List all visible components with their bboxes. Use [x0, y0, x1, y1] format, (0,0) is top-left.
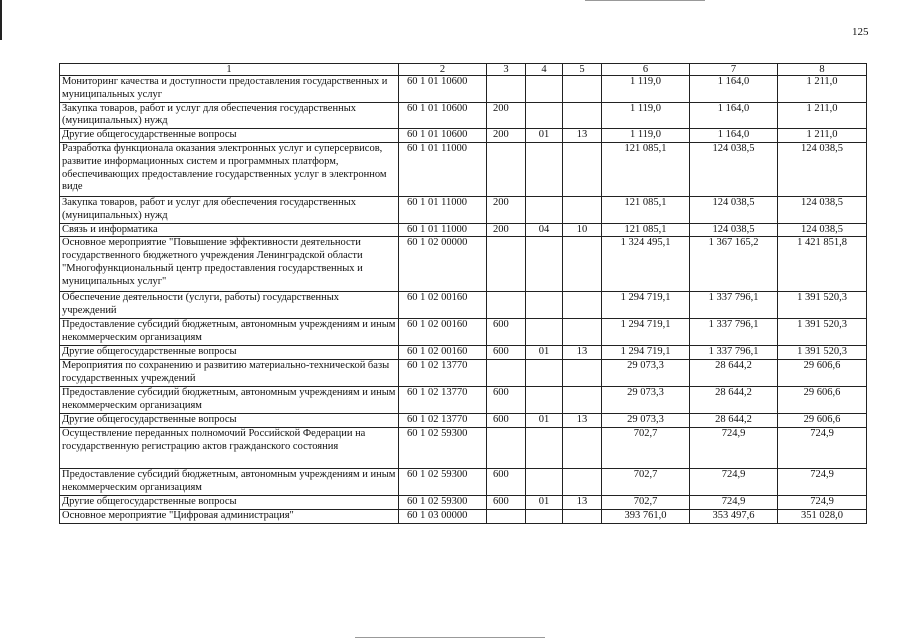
cell-amount-year-1: 393 761,0: [602, 509, 690, 523]
cell-amount-year-3: 29 606,6: [778, 414, 867, 428]
cell-subsection: [563, 102, 602, 129]
cell-amount-year-2: 28 644,2: [690, 387, 778, 414]
header-cell-3: 3: [487, 64, 526, 76]
cell-amount-year-3: 1 391 520,3: [778, 319, 867, 346]
cell-subsection: 13: [563, 346, 602, 360]
cell-subsection: [563, 319, 602, 346]
cell-subsection: [563, 468, 602, 495]
cell-amount-year-1: 1 119,0: [602, 102, 690, 129]
cell-target-code: 60 1 01 10600: [399, 76, 487, 103]
cell-amount-year-3: 29 606,6: [778, 387, 867, 414]
cell-section: 01: [526, 129, 563, 143]
cell-subsection: [563, 292, 602, 319]
cell-amount-year-3: 29 606,6: [778, 360, 867, 387]
cell-item-name: Предоставление субсидий бюджетным, автономным учреждениям и иным некоммерческим организациям: [60, 319, 399, 346]
scan-edge-top: [585, 0, 705, 1]
cell-expense-type: [487, 509, 526, 523]
cell-item-name: Осуществление переданных полномочий Российской Федерации на государственную регистрацию актов гражданского состояния: [60, 427, 399, 468]
cell-subsection: [563, 237, 602, 292]
cell-target-code: 60 1 02 13770: [399, 414, 487, 428]
cell-amount-year-2: 724,9: [690, 495, 778, 509]
scan-edge-bottom: [355, 637, 545, 638]
table-row: [60, 427, 867, 468]
cell-section: [526, 387, 563, 414]
cell-item-name: Предоставление субсидий бюджетным, автономным учреждениям и иным некоммерческим организациям: [60, 468, 399, 495]
cell-section: [526, 468, 563, 495]
cell-target-code: 60 1 01 11000: [399, 142, 487, 196]
cell-amount-year-1: 29 073,3: [602, 360, 690, 387]
cell-subsection: [563, 509, 602, 523]
cell-amount-year-3: 1 211,0: [778, 102, 867, 129]
cell-amount-year-1: 1 119,0: [602, 129, 690, 143]
table-row: [60, 142, 867, 196]
cell-amount-year-2: 353 497,6: [690, 509, 778, 523]
cell-section: 01: [526, 414, 563, 428]
cell-target-code: 60 1 01 11000: [399, 223, 487, 237]
table-row: [60, 360, 867, 387]
cell-item-name: Другие общегосударственные вопросы: [60, 414, 399, 428]
cell-amount-year-3: 1 391 520,3: [778, 292, 867, 319]
cell-amount-year-1: 121 085,1: [602, 196, 690, 223]
cell-subsection: [563, 76, 602, 103]
cell-expense-type: 600: [487, 319, 526, 346]
cell-amount-year-2: 1 337 796,1: [690, 346, 778, 360]
cell-expense-type: [487, 292, 526, 319]
cell-expense-type: 600: [487, 495, 526, 509]
cell-subsection: [563, 196, 602, 223]
cell-expense-type: [487, 427, 526, 468]
cell-amount-year-2: 1 337 796,1: [690, 319, 778, 346]
table-row: [60, 76, 867, 103]
cell-expense-type: 600: [487, 346, 526, 360]
cell-amount-year-2: 1 164,0: [690, 76, 778, 103]
cell-section: 01: [526, 495, 563, 509]
cell-subsection: 13: [563, 129, 602, 143]
cell-item-name: Другие общегосударственные вопросы: [60, 495, 399, 509]
cell-amount-year-2: 1 164,0: [690, 102, 778, 129]
cell-target-code: 60 1 02 00160: [399, 292, 487, 319]
table-row: [60, 319, 867, 346]
table-row: [60, 102, 867, 129]
budget-table: [59, 63, 867, 524]
cell-subsection: 13: [563, 495, 602, 509]
table-row: [60, 237, 867, 292]
cell-amount-year-2: 124 038,5: [690, 142, 778, 196]
cell-item-name: Основное мероприятие "Цифровая администрация": [60, 509, 399, 523]
header-cell-2: 2: [399, 64, 487, 76]
cell-item-name: Разработка функционала оказания электронных услуг и суперсервисов, развитие информационных систем и программных платформ, обеспечивающих предоставление государственных услуг в электронном виде: [60, 142, 399, 196]
cell-target-code: 60 1 03 00000: [399, 509, 487, 523]
header-cell-5: 5: [563, 64, 602, 76]
cell-amount-year-2: 1 367 165,2: [690, 237, 778, 292]
cell-expense-type: 200: [487, 102, 526, 129]
cell-amount-year-1: 121 085,1: [602, 223, 690, 237]
cell-subsection: [563, 142, 602, 196]
cell-expense-type: 200: [487, 196, 526, 223]
cell-amount-year-3: 724,9: [778, 468, 867, 495]
cell-target-code: 60 1 01 10600: [399, 102, 487, 129]
cell-section: [526, 142, 563, 196]
header-cell-4: 4: [526, 64, 563, 76]
cell-expense-type: 200: [487, 129, 526, 143]
cell-amount-year-1: 1 324 495,1: [602, 237, 690, 292]
header-cell-1: 1: [60, 64, 399, 76]
cell-amount-year-1: 702,7: [602, 427, 690, 468]
cell-section: 04: [526, 223, 563, 237]
table-row: [60, 414, 867, 428]
header-cell-6: 6: [602, 64, 690, 76]
cell-expense-type: [487, 76, 526, 103]
cell-item-name: Мониторинг качества и доступности предоставления государственных и муниципальных услуг: [60, 76, 399, 103]
cell-section: [526, 319, 563, 346]
cell-subsection: [563, 360, 602, 387]
cell-amount-year-3: 1 391 520,3: [778, 346, 867, 360]
cell-expense-type: [487, 360, 526, 387]
cell-target-code: 60 1 02 00160: [399, 346, 487, 360]
cell-section: [526, 427, 563, 468]
cell-amount-year-1: 29 073,3: [602, 387, 690, 414]
cell-item-name: Основное мероприятие "Повышение эффективности деятельности государственного бюджетного учреждения Ленинградской области "Многофункциональный центр предоставления государственных и муниципальных услуг": [60, 237, 399, 292]
cell-section: [526, 360, 563, 387]
cell-target-code: 60 1 02 13770: [399, 360, 487, 387]
cell-target-code: 60 1 02 00000: [399, 237, 487, 292]
cell-amount-year-2: 124 038,5: [690, 196, 778, 223]
table-row: [60, 387, 867, 414]
cell-section: [526, 509, 563, 523]
table-row: [60, 129, 867, 143]
cell-section: [526, 76, 563, 103]
header-cell-7: 7: [690, 64, 778, 76]
cell-amount-year-3: 124 038,5: [778, 142, 867, 196]
cell-amount-year-2: 28 644,2: [690, 360, 778, 387]
cell-item-name: Другие общегосударственные вопросы: [60, 129, 399, 143]
cell-item-name: Закупка товаров, работ и услуг для обеспечения государственных (муниципальных) нужд: [60, 102, 399, 129]
cell-amount-year-1: 1 294 719,1: [602, 292, 690, 319]
cell-section: [526, 196, 563, 223]
cell-item-name: Связь и информатика: [60, 223, 399, 237]
cell-amount-year-2: 28 644,2: [690, 414, 778, 428]
cell-amount-year-3: 124 038,5: [778, 223, 867, 237]
cell-amount-year-1: 121 085,1: [602, 142, 690, 196]
table-row: [60, 292, 867, 319]
table-header-row: [60, 64, 867, 76]
cell-section: 01: [526, 346, 563, 360]
cell-target-code: 60 1 02 59300: [399, 495, 487, 509]
cell-subsection: [563, 427, 602, 468]
cell-amount-year-3: 351 028,0: [778, 509, 867, 523]
cell-item-name: Предоставление субсидий бюджетным, автономным учреждениям и иным некоммерческим организациям: [60, 387, 399, 414]
cell-target-code: 60 1 02 13770: [399, 387, 487, 414]
cell-target-code: 60 1 01 10600: [399, 129, 487, 143]
cell-item-name: Мероприятия по сохранению и развитию материально-технической базы государственных учреждений: [60, 360, 399, 387]
table-row: [60, 346, 867, 360]
cell-subsection: 10: [563, 223, 602, 237]
header-cell-8: 8: [778, 64, 867, 76]
cell-amount-year-1: 1 294 719,1: [602, 319, 690, 346]
scan-edge-left: [0, 0, 2, 40]
table-row: [60, 223, 867, 237]
cell-expense-type: 200: [487, 223, 526, 237]
cell-amount-year-1: 29 073,3: [602, 414, 690, 428]
cell-item-name: Закупка товаров, работ и услуг для обеспечения государственных (муниципальных) нужд: [60, 196, 399, 223]
table-row: [60, 468, 867, 495]
table-row: [60, 495, 867, 509]
cell-expense-type: 600: [487, 468, 526, 495]
cell-amount-year-1: 1 294 719,1: [602, 346, 690, 360]
cell-amount-year-1: 702,7: [602, 468, 690, 495]
cell-amount-year-3: 1 211,0: [778, 129, 867, 143]
cell-amount-year-3: 724,9: [778, 495, 867, 509]
cell-section: [526, 292, 563, 319]
cell-expense-type: [487, 142, 526, 196]
cell-expense-type: 600: [487, 414, 526, 428]
cell-target-code: 60 1 01 11000: [399, 196, 487, 223]
cell-amount-year-3: 1 211,0: [778, 76, 867, 103]
cell-item-name: Обеспечение деятельности (услуги, работы) государственных учреждений: [60, 292, 399, 319]
cell-target-code: 60 1 02 59300: [399, 427, 487, 468]
cell-amount-year-1: 702,7: [602, 495, 690, 509]
cell-section: [526, 237, 563, 292]
cell-expense-type: [487, 237, 526, 292]
cell-item-name: Другие общегосударственные вопросы: [60, 346, 399, 360]
cell-amount-year-3: 124 038,5: [778, 196, 867, 223]
cell-subsection: [563, 387, 602, 414]
cell-section: [526, 102, 563, 129]
cell-subsection: 13: [563, 414, 602, 428]
cell-target-code: 60 1 02 00160: [399, 319, 487, 346]
cell-amount-year-3: 1 421 851,8: [778, 237, 867, 292]
table-row: [60, 509, 867, 523]
cell-target-code: 60 1 02 59300: [399, 468, 487, 495]
cell-amount-year-1: 1 119,0: [602, 76, 690, 103]
cell-amount-year-2: 124 038,5: [690, 223, 778, 237]
cell-amount-year-2: 1 337 796,1: [690, 292, 778, 319]
cell-amount-year-2: 724,9: [690, 427, 778, 468]
cell-amount-year-2: 724,9: [690, 468, 778, 495]
table-row: [60, 196, 867, 223]
page-number: 125: [852, 26, 869, 38]
cell-amount-year-3: 724,9: [778, 427, 867, 468]
cell-amount-year-2: 1 164,0: [690, 129, 778, 143]
cell-expense-type: 600: [487, 387, 526, 414]
